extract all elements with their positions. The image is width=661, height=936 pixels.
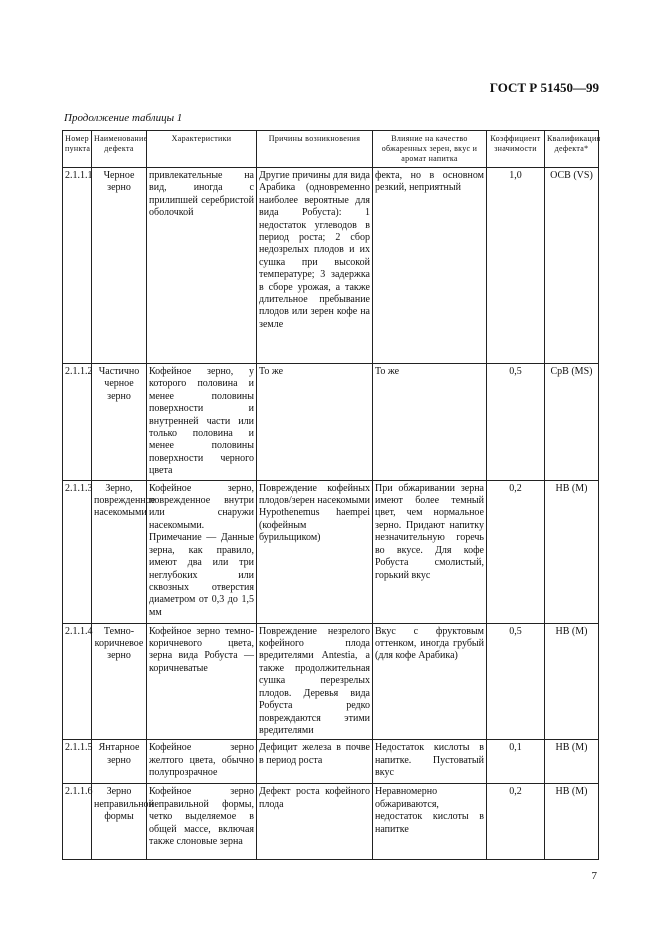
row-qualification: ОСВ (VS) <box>545 168 599 364</box>
col-header-defect-name: Наименование дефекта <box>92 131 147 168</box>
col-header-effect: Влияние на качество обжаренных зерен, вкус и аромат напитка <box>373 131 487 168</box>
page-number: 7 <box>591 870 597 882</box>
row-qualification: НВ (М) <box>545 623 599 740</box>
row-characteristics: Кофейное зерно темно-коричневого цвета, зерна вида Робуста — коричневатые <box>147 623 257 740</box>
row-effect: При обжаривании зерна имеют более темный цвет, чем нормальное зерно. Придают напитку незначительную горечь во вкусе. Для кофе Робуста смолистый, горький вкус <box>373 480 487 623</box>
row-qualification: НВ (М) <box>545 740 599 784</box>
row-causes: Дефект роста кофейного плода <box>257 784 373 860</box>
row-effect: Вкус с фруктовым оттенком, иногда грубый (для кофе Арабика) <box>373 623 487 740</box>
row-defect-name: Черное зерно <box>92 168 147 364</box>
table-row <box>63 740 599 784</box>
row-characteristics: Кофейное зерно, у которого половина и менее половины поверхности и внутренней части или только половина и менее половины поверхности черного цвета <box>147 364 257 481</box>
row-qualification: НВ (М) <box>545 784 599 860</box>
row-effect: Неравномерно обжариваются, недостаток кислоты в напитке <box>373 784 487 860</box>
row-causes: Повреждение незрелого кофейного плода вредителями Antestia, а также продолжительная сушка перезрелых плодов. Деревья вида Робуста редко повреждаются этими вредителями <box>257 623 373 740</box>
row-coefficient: 0,5 <box>487 623 545 740</box>
row-characteristics: Кофейное зерно желтого цвета, обычно полупрозрачное <box>147 740 257 784</box>
row-causes: Другие причины для вида Арабика (одновременно наиболее вероятные для вида Робуста): 1 недостаток углеводов в период роста; 2 сбор недозрелых плодов и их сушка при высокой температуре; 3 задержка в сборе урожая, а также длительное пребывание плодов или зерен кофе на земле <box>257 168 373 364</box>
row-number: 2.1.1.4 <box>63 623 92 740</box>
table-row <box>63 364 599 481</box>
col-header-characteristics: Характеристики <box>147 131 257 168</box>
row-causes: Повреждение кофейных плодов/зерен насекомыми Hypothenemus haempei (кофейным бурильщиком) <box>257 480 373 623</box>
row-qualification: НВ (М) <box>545 480 599 623</box>
row-defect-name: Зерно, поврежденное насекомыми <box>92 480 147 623</box>
row-coefficient: 1,0 <box>487 168 545 364</box>
row-effect: фекта, но в основном резкий, неприятный <box>373 168 487 364</box>
row-effect: То же <box>373 364 487 481</box>
row-causes: То же <box>257 364 373 481</box>
row-defect-name: Янтарное зерно <box>92 740 147 784</box>
row-causes: Дефицит железа в почве в период роста <box>257 740 373 784</box>
row-characteristics: привлекательные на вид, иногда с прилипшей серебристой оболочкой <box>147 168 257 364</box>
row-defect-name: Зерно неправильной формы <box>92 784 147 860</box>
table-header-row <box>63 131 599 168</box>
col-header-qualification: Квалификация дефекта* <box>545 131 599 168</box>
row-coefficient: 0,1 <box>487 740 545 784</box>
row-number: 2.1.1.3 <box>63 480 92 623</box>
col-header-number: Номер пункта <box>63 131 92 168</box>
table-row <box>63 784 599 860</box>
row-defect-name: Частично черное зерно <box>92 364 147 481</box>
row-coefficient: 0,5 <box>487 364 545 481</box>
row-characteristics: Кофейное зерно, поврежденное внутри или снаружи насекомыми. Примечание — Данные зерна, как правило, имеют два или три неглубоких или сквозных отверстия диаметром от 0,3 до 1,5 мм <box>147 480 257 623</box>
table-row <box>63 480 599 623</box>
row-number: 2.1.1.6 <box>63 784 92 860</box>
defects-table <box>62 130 599 860</box>
row-defect-name: Темно-коричневое зерно <box>92 623 147 740</box>
row-coefficient: 0,2 <box>487 784 545 860</box>
table-row <box>63 168 599 364</box>
row-number: 2.1.1.5 <box>63 740 92 784</box>
col-header-coefficient: Коэффициент значимости <box>487 131 545 168</box>
table-row <box>63 623 599 740</box>
row-coefficient: 0,2 <box>487 480 545 623</box>
row-effect: Недостаток кислоты в напитке. Пустоватый вкус <box>373 740 487 784</box>
table-continuation-caption: Продолжение таблицы 1 <box>64 112 183 124</box>
col-header-causes: Причины возникновения <box>257 131 373 168</box>
row-characteristics: Кофейное зерно неправильной формы, четко выделяемое в общей массе, включая также слоновые зерна <box>147 784 257 860</box>
row-number: 2.1.1.1 <box>63 168 92 364</box>
row-number: 2.1.1.2 <box>63 364 92 481</box>
standard-code: ГОСТ Р 51450—99 <box>489 80 599 95</box>
row-qualification: СрВ (MS) <box>545 364 599 481</box>
